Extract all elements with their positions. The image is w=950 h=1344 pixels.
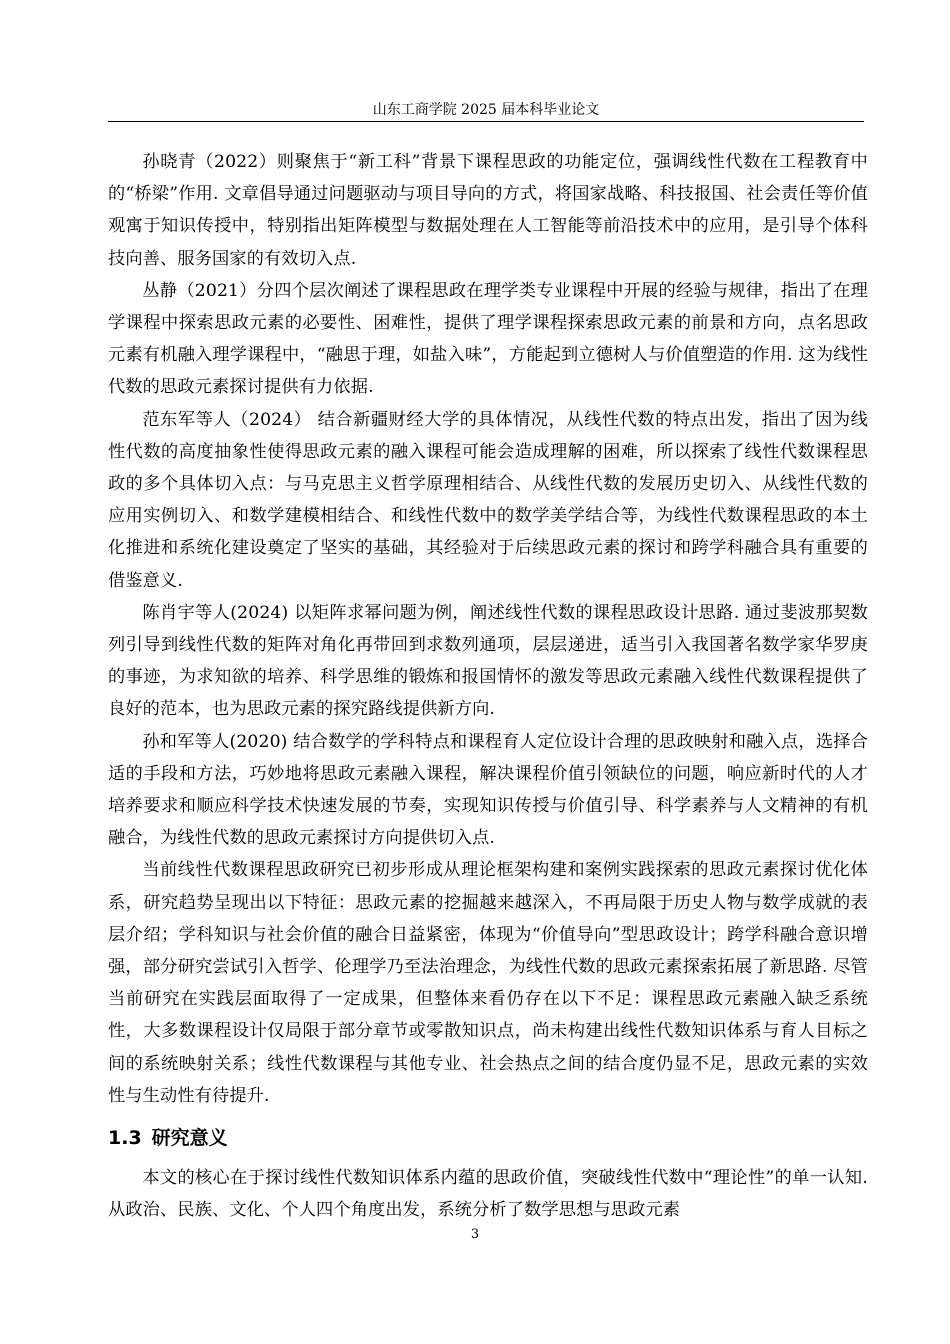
header-rule	[108, 121, 864, 122]
paragraph-cong-jing: 丛静（2021）分四个层次阐述了课程思政在理学类专业课程中开展的经验与规律，指出了在理学课程中探索思政元素的必要性、困难性，提供了理学课程探索思政元素的前景和方向，点名思政元素有机融入理学课程中，“融思于理，如盐入味”，方能起到立德树人与价值塑造的作用. 这为线性代数的思政元素探讨提供有力依据.	[108, 280, 868, 398]
paragraph-chen-xiaoyu: 陈肖宇等人(2024) 以矩阵求幂问题为例，阐述线性代数的课程思政设计思路. 通过斐波那契数列引导到线性代数的矩阵对角化再带回到求数列通项，层层递进，适当引入我国著名数学家华罗庚的事迹，为求知欲的培养、科学思维的锻炼和报国情怀的激发等思政元素融入线性代数课程提供了良好的范本，也为思政元素的探究路线提供新方向.	[108, 602, 868, 720]
paragraph-fan-dongjun: 范东军等人（2024） 结合新疆财经大学的具体情况，从线性代数的特点出发，指出了因为线性代数的高度抽象性使得思政元素的融入课程可能会造成理解的困难，所以探索了线性代数课程思政的多个具体切入点：与马克思主义哲学原理相结合、从线性代数的发展历史切入、从线性代数的应用实例切入、和数学建模相结合、和线性代数中的数学美学结合等，为线性代数课程思政的本土化推进和系统化建设奠定了坚实的基础，其经验对于后续思政元素的探讨和跨学科融合具有重要的借鉴意义.	[108, 409, 868, 591]
paragraph-summary: 当前线性代数课程思政研究已初步形成从理论框架构建和案例实践探索的思政元素探讨优化体系，研究趋势呈现出以下特征：思政元素的挖掘越来越深入，不再局限于历史人物与数学成就的表层介绍；学科知识与社会价值的融合日益紧密，体现为“价值导向”型思政设计；跨学科融合意识增强，部分研究尝试引入哲学、伦理学乃至法治理念，为线性代数的思政元素探索拓展了新思路. 尽管当前研究在实践层面取得了一定成果，但整体来看仍存在以下不足：课程思政元素融入缺乏系统性，大多数课程设计仅局限于部分章节或零散知识点，尚未构建出线性代数知识体系与育人目标之间的系统映射关系；线性代数课程与其他专业、社会热点之间的结合度仍显不足，思政元素的实效性与生动性有待提升.	[108, 860, 868, 1106]
paragraph-significance: 本文的核心在于探讨线性代数知识体系内蕴的思政价值，突破线性代数中“理论性”的单一认知. 从政治、民族、文化、个人四个角度出发，系统分析了数学思想与思政元素	[108, 1168, 868, 1221]
section-title: 研究意义	[151, 1127, 228, 1150]
paragraph-sun-xiaoqing: 孙晓青（2022）则聚焦于“新工科”背景下课程思政的功能定位，强调线性代数在工程教育中的“桥梁”作用. 文章倡导通过问题驱动与项目导向的方式，将国家战略、科技报国、社会责任等价值观寓于知识传授中，特别指出矩阵模型与数据处理在人工智能等前沿技术中的应用，是引导个体科技向善、服务国家的有效切入点.	[108, 152, 868, 269]
body-text	[108, 146, 868, 1227]
paragraph-sun-hejun: 孙和军等人(2020) 结合数学的学科特点和课程育人定位设计合理的思政映射和融入点，选择合适的手段和方法，巧妙地将思政元素融入课程，解决课程价值引领缺位的问题，响应新时代的人才培养要求和顺应科学技术快速发展的节奏，实现知识传授与价值引导、科学素养与人文精神的有机融合，为线性代数的思政元素探讨方向提供切入点.	[108, 731, 868, 849]
section-heading	[108, 1126, 868, 1150]
running-header: 山东工商学院 2025 届本科毕业论文	[372, 102, 600, 118]
page-number: 3	[470, 1227, 480, 1242]
section-number: 1.3	[108, 1127, 142, 1150]
